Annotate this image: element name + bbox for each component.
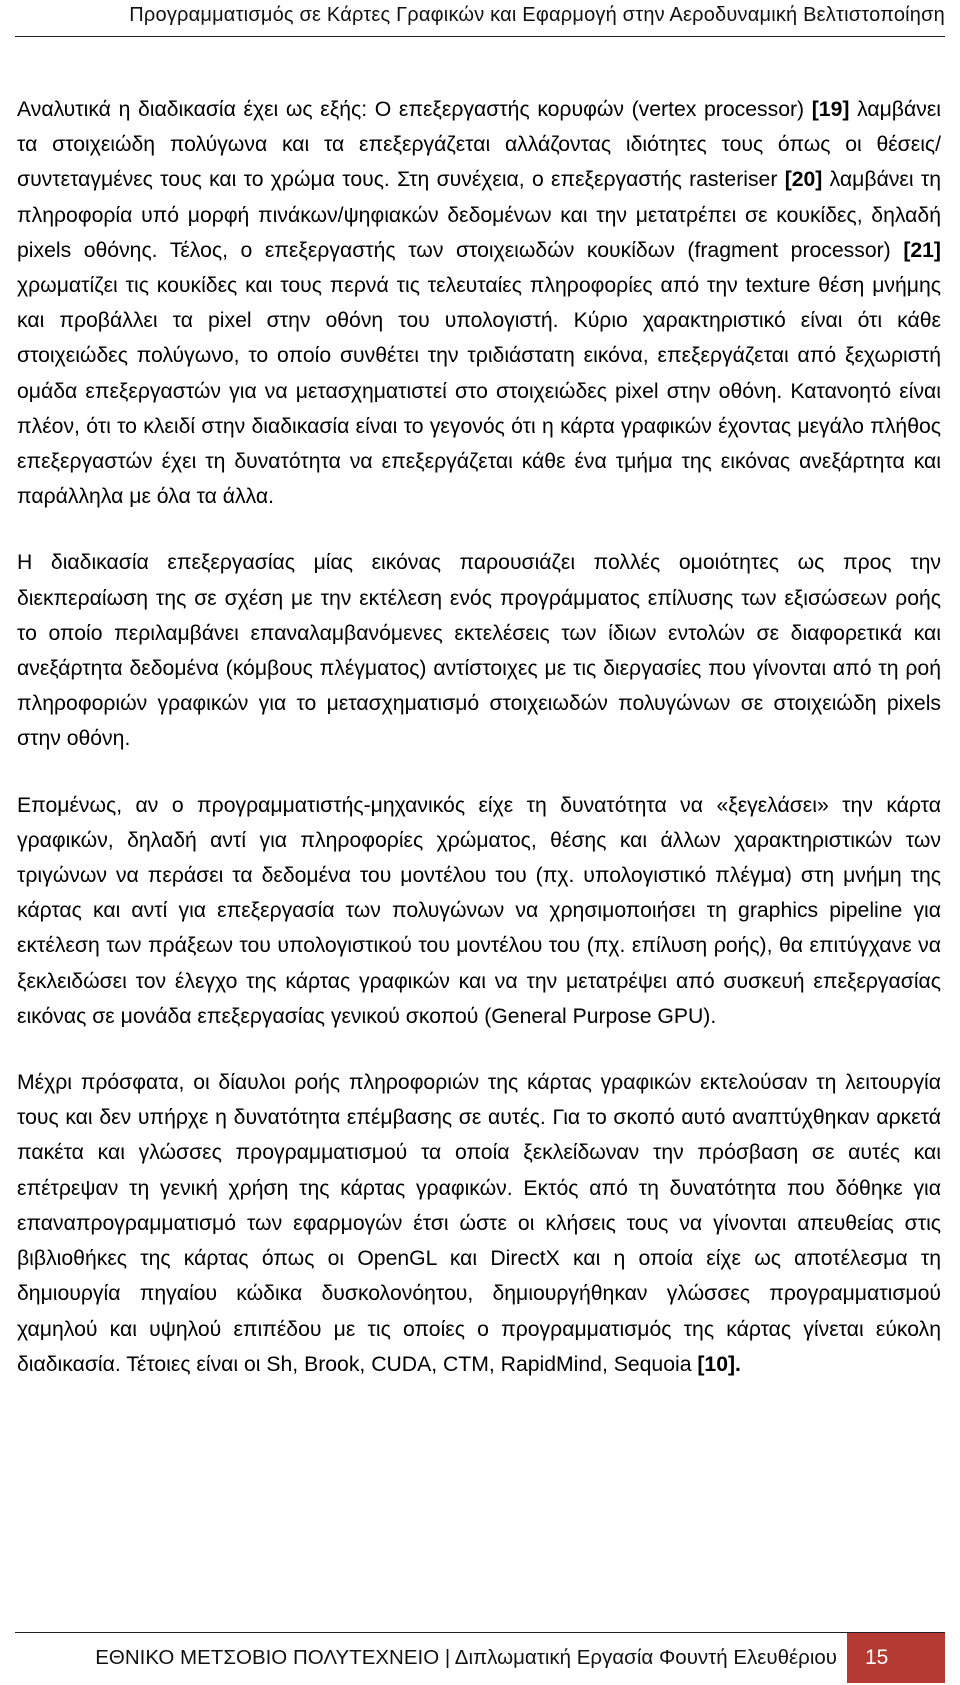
text-segment: χρωματίζει τις κουκίδες και τους περνά τις τελευταίες πληροφορίες από την texture θέση μνήμης και προβάλλει τα pixel στην οθόνη του υπολογιστή. Κύριο χαρακτηριστικό είναι ότι κάθε στοιχειώδες πολύγωνο, το οποίο συνθέτει την τριδιάστατη εικόνα, επεξεργάζεται από ξεχωριστή ομάδα επεξεργαστών για να μετασχηματιστεί στο στοιχειώδες pixel στην οθόνη. Κατανοητό είναι πλέον, ότι το κλειδί στην διαδικασία είναι το γεγονός ότι η κάρτα γραφικών έχοντας μεγάλο πλήθος επεξεργαστών έχει τη δυνατότητα να επεξεργάζεται κάθε ένα τμήμα της εικόνας ανεξάρτητα και παράλληλα με όλα τα άλλα. (17, 274, 941, 509)
paragraph (17, 1065, 941, 1382)
footer-text: ΕΘΝΙΚΟ ΜΕΤΣΟΒΙΟ ΠΟΛΥΤΕΧΝΕΙΟ | Διπλωματική Εργασία Φουντή Ελευθέριου (95, 1646, 837, 1669)
paragraph (17, 545, 941, 756)
page-header (15, 0, 945, 37)
citation-ref: [21] (903, 238, 941, 262)
paragraph (17, 92, 941, 514)
running-title: Προγραμματισμός σε Κάρτες Γραφικών και Εφαρμογή στην Αεροδυναμική Βελτιστοποίηση (129, 4, 945, 26)
citation-ref: [20] (784, 168, 823, 192)
text-segment: Αναλυτικά η διαδικασία έχει ως εξής: Ο επεξεργαστής κορυφών (vertex processor) (17, 98, 812, 121)
text-segment: Η διαδικασία επεξεργασίας μίας εικόνας παρουσιάζει πολλές ομοιότητες ως προς την διεκπεραίωση της σε σχέση με την εκτέλεση ενός προγράμματος επίλυσης των εξισώσεων ροής το οποίο περιλαμβάνει επαναλαμβανόμενες εκτελέσεις των ίδιων εντολών σε διαφορετικά και ανεξάρτητα δεδομένα (κόμβους πλέγματος) αντίστοιχες με τις διεργασίες που γίνονται από τη ροή πληροφοριών γραφικών για το μετασχηματισμό στοιχειωδών πολυγώνων σε στοιχειώδη pixels στην οθόνη. (17, 551, 941, 751)
citation-ref: [10]. (697, 1352, 741, 1376)
page-footer (15, 1632, 945, 1685)
text-segment: Επομένως, αν ο προγραμματιστής-μηχανικός είχε τη δυνατότητα να «ξεγελάσει» την κάρτα γραφικών, δηλαδή αντί για πληροφορίες χρώματος, θέσης και άλλων χαρακτηριστικών των τριγώνων να περάσει τα δεδομένα του μοντέλου του (πχ. υπολογιστικό πλέγμα) στη μνήμη της κάρτας και αντί για επεξεργασία των πολυγώνων να χρησιμοποιήσει τη graphics pipeline για εκτέλεση των πράξεων του υπολογιστικού του μοντέλου του (πχ. επίλυση ροής), θα επιτύγχανε να ξεκλειδώσει τον έλεγχο της κάρτας γραφικών και να την μετατρέψει από συσκευή επεξεργασίας εικόνας σε μονάδα επεξεργασίας γενικού σκοπού (General Purpose GPU). (17, 793, 941, 1028)
text-segment: λαμβάνει τα στοιχειώδη πολύγωνα και τα επεξεργάζεται αλλάζοντας ιδιότητες τους όπως οι θέσεις/συντεταγμένες τους και το χρώμα τους. Στη συνέχεια, ο επεξεργαστής rasteriser (17, 98, 941, 192)
body-text (17, 92, 941, 1413)
text-segment: λαμβάνει τη πληροφορία υπό μορφή πινάκων/ψηφιακών δεδομένων και την μετατρέπει σε κουκίδες, δηλαδή pixels οθόνης. Τέλος, ο επεξεργαστής των στοιχειωδών κουκίδων (fragment processor) (17, 168, 941, 262)
text-segment: Μέχρι πρόσφατα, οι δίαυλοι ροής πληροφοριών της κάρτας γραφικών εκτελούσαν τη λειτουργία τους και δεν υπήρχε η δυνατότητα επέμβασης σε αυτές. Για το σκοπό αυτό αναπτύχθηκαν αρκετά πακέτα και γλώσσες προγραμματισμού τα οποία ξεκλείδωναν την πρόσβαση σε αυτές και επέτρεψαν τη γενική χρήση της κάρτας γραφικών. Εκτός από τη δυνατότητα που δόθηκε για επαναπρογραμματισμό των εφαρμογών έτσι ώστε οι κλήσεις τους να γίνονται απευθείας στις βιβλιοθήκες της κάρτας όπως οι OpenGL και DirectX και η οποία είχε ως αποτέλεσμα τη δημιουργία πηγαίου κώδικα δυσκολονόητου, δημιουργήθηκαν γλώσσες προγραμματισμού χαμηλού και υψηλού επιπέδου με τις οποίες ο προγραμματισμός της κάρτας γίνεται εύκολη διαδικασία. Τέτοιες είναι οι Sh, Brook, CUDA, CTM, RapidMind, Sequoia (17, 1071, 941, 1376)
citation-ref: [19] (811, 98, 850, 121)
page-number: 15 (847, 1633, 945, 1683)
paragraph (17, 788, 941, 1034)
